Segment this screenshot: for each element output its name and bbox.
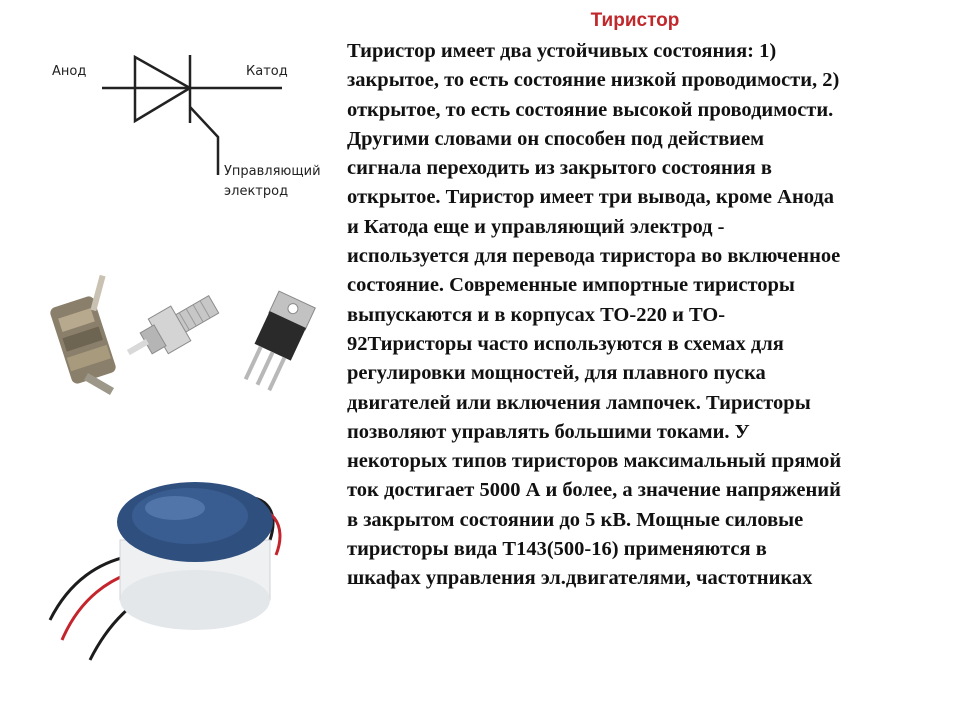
slide-title: Тиристор <box>590 10 680 31</box>
text-line: открытое, то есть состояние высокой проводимости. <box>347 98 834 121</box>
stud-thyristor-photo <box>40 270 130 405</box>
gate-label-2: электрод <box>224 184 289 199</box>
text-line: открытое. Тиристор имеет три вывода, кроме Анода <box>347 186 835 209</box>
disc-thyristor-photo <box>40 470 320 680</box>
gate-label-1: Управляющий <box>224 164 321 179</box>
text-line: 92Тиристоры часто используются в схемах для <box>347 332 784 355</box>
text-line: шкафах управления эл.двигателями, частотниках <box>347 567 813 590</box>
hex-thyristor-photo <box>125 288 235 393</box>
text-line: и Катода еще и управляющий электрод - <box>347 215 725 238</box>
text-line: регулировки мощностей, для плавного пуска <box>347 362 766 385</box>
text-line: некоторых типов тиристоров максимальный прямой <box>347 450 842 473</box>
text-line: закрытое, то есть состояние низкой проводимости, 2) <box>347 69 840 92</box>
text-line: двигателей или включения лампочек. Тиристоры <box>347 391 811 414</box>
text-line: Другими словами он способен под действием <box>347 127 765 150</box>
cathode-label: Катод <box>246 64 288 79</box>
thyristor-schematic <box>50 45 330 215</box>
text-line: ток достигает 5000 А и более, а значение напряжений <box>347 479 841 502</box>
text-line: тиристоры вида Т143(500-16) применяются в <box>347 538 767 561</box>
text-line: используется для перевода тиристора во включенное <box>347 245 841 268</box>
body-text <box>347 37 937 594</box>
text-line: Тиристор имеет два устойчивых состояния: 1) <box>347 40 777 62</box>
text-line: сигнала переходить из закрытого состояния в <box>347 157 772 180</box>
text-line: состояние. Современные импортные тиристоры <box>347 274 795 297</box>
text-line: позволяют управлять большими токами. У <box>347 420 750 443</box>
to220-thyristor-photo <box>230 290 320 395</box>
anode-label: Анод <box>52 64 87 79</box>
text-line: в закрытом состоянии до 5 кВ. Мощные силовые <box>347 508 804 531</box>
text-line: выпускаются и в корпусах TO-220 и TO- <box>347 303 726 326</box>
gate-lead <box>190 107 218 175</box>
